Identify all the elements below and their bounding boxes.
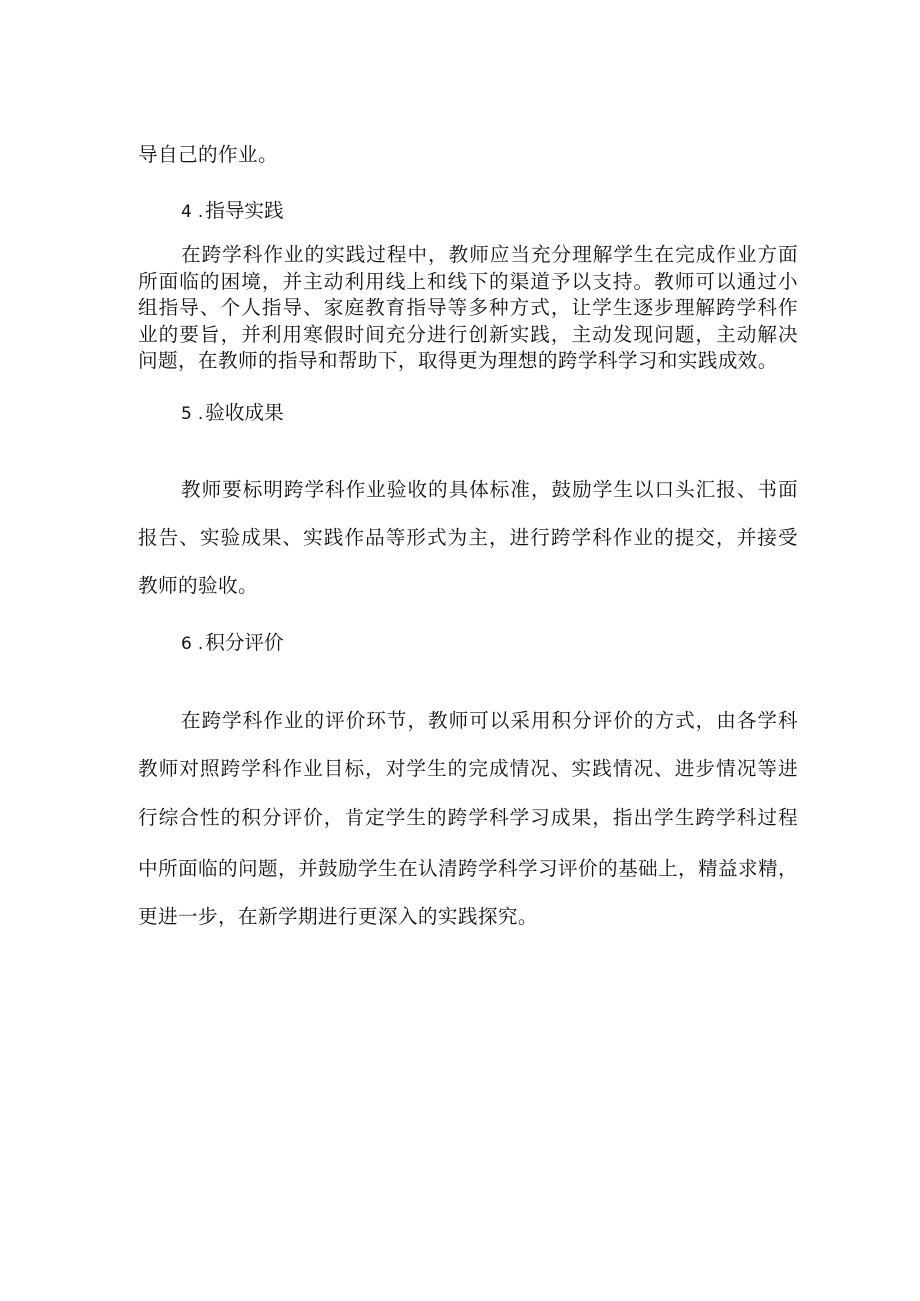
paragraph-line: 行综合性的积分评价，肯定学生的跨学科学习成果，指出学生跨学科过程 [138, 806, 798, 829]
paragraph-line: 中所面临的问题，并鼓励学生在认清跨学科学习评价的基础上，精益求精， [138, 857, 798, 880]
paragraph-line: 问题，在教师的指导和帮助下，取得更为理想的跨学科学习和实践成效。 [138, 349, 778, 372]
paragraph-line: 更进一步，在新学期进行更深入的实践探究。 [138, 905, 538, 928]
paragraph-line: 在跨学科作业的评价环节，教师可以采用积分评价的方式，由各学科 [181, 709, 798, 732]
section-heading-4: 4 . 指导实践 [181, 199, 284, 222]
section-heading-5: 5 . 验收成果 [181, 401, 284, 424]
section-title: 积分评价 [205, 631, 284, 654]
section-title: 指导实践 [205, 199, 284, 222]
paragraph-line: 组指导、个人指导、家庭教育指导等多种方式，让学生逐步理解跨学科作 [138, 296, 798, 319]
paragraph-line: 所面临的困境，并主动利用线上和线下的渠道予以支持。教师可以通过小 [138, 270, 798, 293]
paragraph-line: 业的要旨，并利用寒假时间充分进行创新实践，主动发现问题，主动解决 [138, 323, 798, 346]
section-number: 6 [181, 634, 192, 654]
section-title: 验收成果 [205, 401, 284, 424]
section-heading-6: 6 . 积分评价 [181, 631, 284, 654]
paragraph-line: 教师的验收。 [138, 574, 258, 597]
section-number: 4 [181, 202, 192, 222]
paragraph-line: 报告、实验成果、实践作品等形式为主，进行跨学科作业的提交，并接受 [138, 526, 798, 549]
paragraph-line: 教师对照跨学科作业目标，对学生的完成情况、实践情况、进步情况等进 [138, 757, 798, 780]
continuation-line: 导自己的作业。 [138, 143, 278, 166]
paragraph-line: 在跨学科作业的实践过程中，教师应当充分理解学生在完成作业方面 [181, 243, 798, 266]
paragraph-line: 教师要标明跨学科作业验收的具体标准，鼓励学生以口头汇报、书面 [181, 478, 798, 501]
section-number: 5 [181, 404, 192, 424]
